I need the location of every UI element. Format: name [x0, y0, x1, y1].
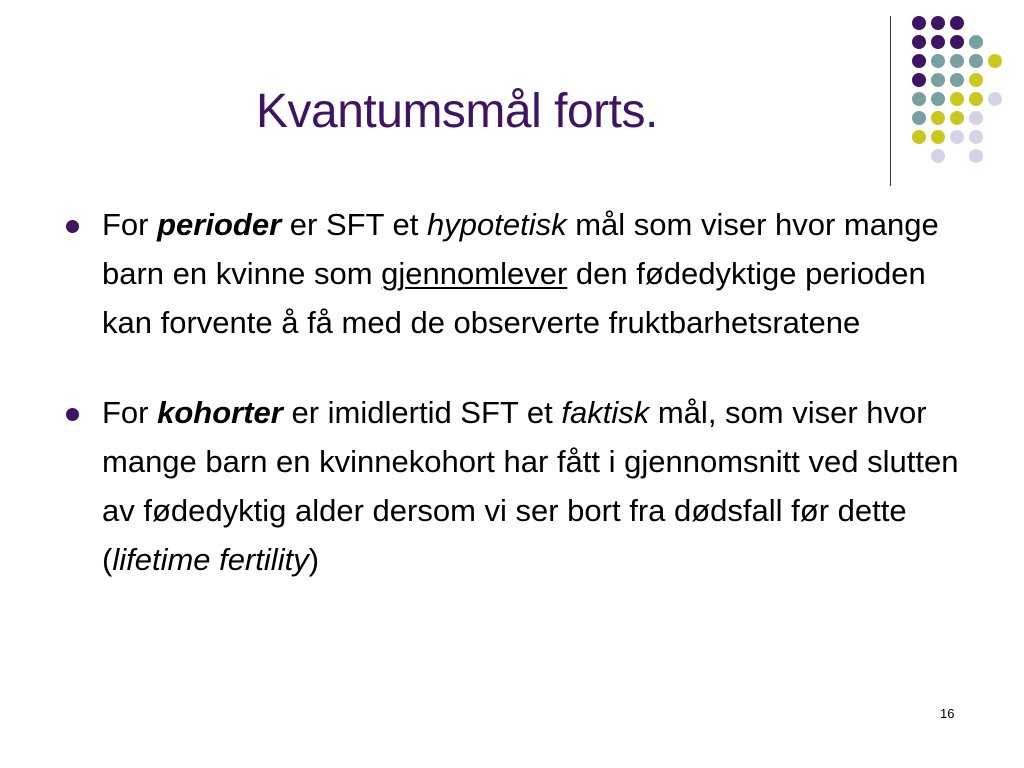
decor-dot: [950, 73, 964, 87]
text-run: For: [102, 395, 158, 430]
decor-dot: [969, 54, 983, 68]
text-run: er SFT et: [281, 207, 428, 242]
slide-title: Kvantumsmål forts.: [256, 85, 658, 138]
text-run: er imidlertid SFT et: [282, 395, 562, 430]
decor-dot: [912, 73, 926, 87]
decor-dot: [912, 92, 926, 106]
decor-dot: [931, 149, 945, 163]
decor-dot: [931, 54, 945, 68]
term-hypotetisk: hypotetisk: [427, 207, 567, 242]
decor-dot: [988, 92, 1002, 106]
decor-dot: [969, 130, 983, 144]
text-run: mål, som viser hvor mange barn en kvinnekohort har fått i gjennomsnitt ved slutten av fødedyktig alder dersom vi ser bort fra dødsfall før dette (: [102, 395, 959, 577]
decor-dot: [969, 92, 983, 106]
decor-dot: [950, 16, 964, 30]
decor-dot: [950, 111, 964, 125]
decor-dot: [931, 35, 945, 49]
decor-dot: [950, 92, 964, 106]
term-lifetime-fertility: lifetime fertility: [112, 542, 309, 577]
bullet-icon: [66, 408, 79, 421]
title-divider-line: [890, 16, 891, 186]
bullet-item-periods: [64, 200, 964, 347]
decor-dot: [950, 54, 964, 68]
bullet-icon: [66, 220, 79, 233]
decor-dot: [950, 35, 964, 49]
decor-dot: [931, 73, 945, 87]
decor-dot: [931, 111, 945, 125]
decor-dot: [988, 54, 1002, 68]
term-kohorter: kohorter: [157, 395, 283, 430]
decor-dot: [931, 130, 945, 144]
decor-dot: [912, 130, 926, 144]
decor-dot: [912, 111, 926, 125]
term-gjennomlever: gjennomlever: [381, 256, 568, 291]
page-number: 16: [940, 706, 955, 721]
bullet-list: [64, 200, 964, 584]
decor-dot: [950, 130, 964, 144]
decor-dot: [931, 16, 945, 30]
term-perioder: perioder: [157, 207, 282, 242]
text-run: den fødedyktige perioden kan forvente å få med de observerte fruktbarhetsratene: [102, 256, 926, 340]
decor-dot: [931, 92, 945, 106]
decor-dot: [969, 73, 983, 87]
decor-dot: [912, 16, 926, 30]
decor-dot: [969, 111, 983, 125]
text-run: mål som viser hvor mange barn en kvinne som: [102, 207, 939, 291]
text-run: For: [102, 207, 158, 242]
decor-dot: [969, 35, 983, 49]
bullet-item-cohorts: [64, 388, 964, 584]
decor-dot: [912, 54, 926, 68]
decor-dot: [969, 149, 983, 163]
decor-dot: [912, 35, 926, 49]
term-faktisk: faktisk: [561, 395, 650, 430]
text-run: ): [308, 542, 320, 577]
